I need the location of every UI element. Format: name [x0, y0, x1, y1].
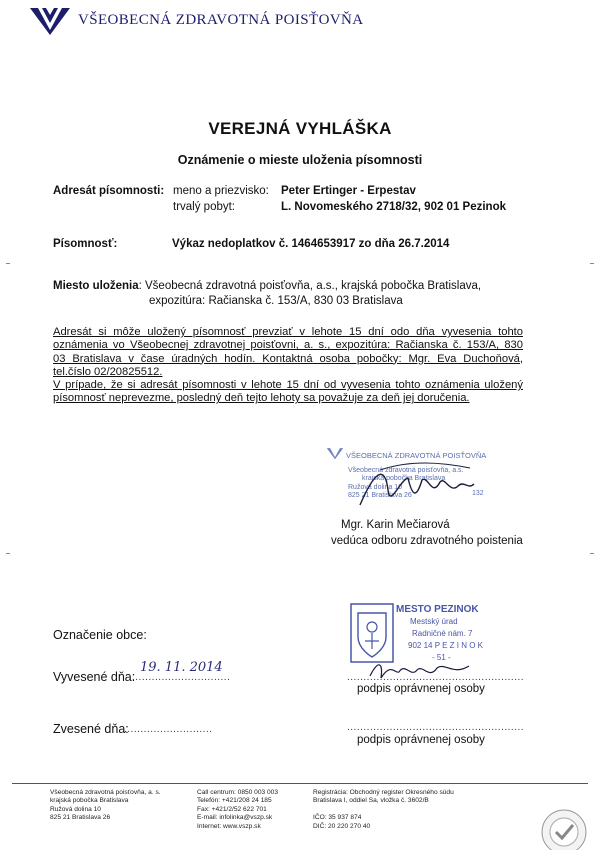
removed-signature-line: ......................................................: [347, 722, 525, 733]
footer-line: Registrácia: Obchodný register Okresného súdu: [313, 789, 454, 796]
stamp-line: Ružová dolina 10: [348, 484, 403, 491]
signatory-role: vedúca odboru zdravotného poistenia: [331, 535, 523, 547]
stamp-logo-icon: [326, 447, 344, 460]
posted-label: Vyvesené dňa:: [53, 670, 136, 684]
signatory-name: Mgr. Karin Mečiarová: [341, 519, 450, 531]
signature-scribble: [350, 450, 480, 520]
footer-line: Ružová dolina 10: [50, 805, 101, 813]
notice-line: tel.číslo 02/20825512.: [53, 365, 163, 378]
margin-tick: [6, 553, 10, 554]
footer-line: [313, 806, 454, 814]
recipient-residence-value: L. Novomeského 2718/32, 902 01 Pezinok: [281, 201, 507, 213]
stamp-city-title: MESTO PEZINOK: [396, 604, 479, 615]
storage-line2: expozitúra: Račianska č. 153/A, 830 03 Bratislava: [149, 295, 403, 307]
margin-tick: [590, 263, 594, 264]
notice-line: písomnosť neprevezme, posledný deň tejto lehoty sa považuje za deň jej doručenia.: [53, 392, 470, 405]
municipality-label: Označenie obce:: [53, 628, 147, 642]
storage-label: Miesto uloženia: [53, 280, 139, 292]
footer-line: Telefón: +421/208 24 185: [197, 797, 272, 805]
stamp-line: krajská pobočka Bratislava: [362, 475, 446, 482]
stamp-code: 132: [472, 490, 484, 497]
footer-line: Fax: +421/2/52 622 701: [197, 805, 267, 813]
notice-line: Adresát si môže uložený písomnosť prevziať v lehote 15 dní odo dňa vyvesenia tohto: [53, 326, 523, 338]
footer-line: Call centrum: 0850 003 003: [197, 789, 279, 796]
footer-line: IČO: 35 937 874: [313, 814, 362, 822]
footer-line: Internet: www.vszp.sk: [197, 822, 261, 830]
footer-divider: [12, 783, 588, 784]
stamp-line: 902 14 P E Z I N O K: [408, 641, 483, 650]
stamp-line: 825 21 Bratislava 26: [348, 492, 412, 499]
vszp-logo-icon: [28, 6, 72, 36]
footer-line: DIČ: 20 220 270 40: [313, 822, 371, 830]
org-name-header: VŠEOBECNÁ ZDRAVOTNÁ POISŤOVŇA: [78, 12, 364, 28]
margin-tick: [6, 263, 10, 264]
stamp-line: - 51 -: [432, 653, 451, 662]
recipient-residence-label: trvalý pobyt:: [173, 201, 235, 213]
stamp-org: VŠEOBECNÁ ZDRAVOTNÁ POISŤOVŇA: [346, 451, 487, 460]
page-subtitle: Oznámenie o mieste uloženia písomnosti: [177, 153, 423, 167]
storage-location: [53, 280, 481, 292]
notice-line: oznámenia vo Všeobecnej zdravotnej poisťovni, a. s., expozitúra: Račianska č. 153/A, 830: [53, 339, 523, 352]
stamp-line: Všeobecná zdravotná poisťovňa, a.s.: [348, 467, 464, 474]
document-label: Písomnosť:: [53, 238, 118, 250]
removed-date-line: ...........................: [124, 724, 213, 735]
footer-line: krajská pobočka Bratislava: [50, 797, 129, 805]
notice-line: V prípade, že si adresát písomnosti v lehote 15 dní od vyvesenia tohto oznámenia uložený: [53, 379, 523, 392]
page-title: VEREJNÁ VYHLÁŠKA: [208, 119, 392, 138]
posted-signature-label: podpis oprávnenej osoby: [357, 683, 485, 695]
footer-line: Všeobecná zdravotná poisťovňa, a. s.: [50, 789, 161, 796]
footer-line: Bratislava I, oddiel Sa, vložka č. 3602/B: [313, 797, 429, 805]
posted-date-handwritten: 19. 11. 2014: [140, 660, 223, 675]
recipient-name-label: meno a priezvisko:: [173, 185, 269, 197]
footer-contact: [197, 789, 278, 831]
stamp-line: Mestský úrad: [410, 617, 458, 626]
footer-line: 825 21 Bratislava 26: [50, 814, 111, 822]
footer-address: [50, 789, 161, 823]
recipient-label: Adresát písomnosti:: [53, 185, 165, 197]
footer-line: E-mail: infolinka@vszp.sk: [197, 814, 273, 822]
removed-label: Zvesené dňa:: [53, 722, 129, 736]
posted-date-line: ..............................: [132, 672, 231, 683]
notice-text: [53, 326, 523, 406]
stamp-line: Radničné nám. 7: [412, 629, 473, 638]
removed-signature-label: podpis oprávnenej osoby: [357, 734, 485, 746]
footer-registration: [313, 789, 454, 831]
posted-signature-line: ......................................................: [347, 672, 525, 683]
notice-line: 03 Bratislava v čase úradných hodín. Kontaktná osoba pobočky: Mgr. Eva Duchoňová,: [53, 352, 523, 365]
certification-badge-icon: [532, 798, 592, 850]
recipient-name-value: Peter Ertinger - Erpestav: [281, 185, 416, 197]
margin-tick: [590, 553, 594, 554]
storage-line1: : Všeobecná zdravotná poisťovňa, a.s., krajská pobočka Bratislava,: [138, 280, 482, 292]
document-value: Výkaz nedoplatkov č. 1464653917 zo dňa 26.7.2014: [172, 238, 450, 250]
